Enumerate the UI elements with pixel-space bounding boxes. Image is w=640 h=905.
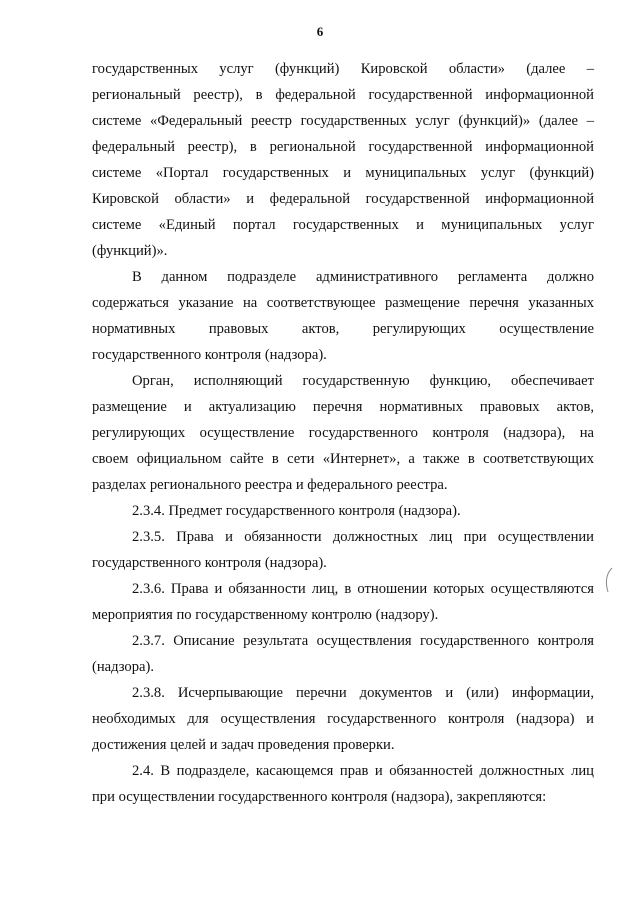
text-line: содержаться указание на соответствующее размещение перечня указанных [92, 295, 594, 311]
section-heading: 2.3.8. Исчерпывающие перечни документов и (или) информации, [132, 685, 594, 701]
text-line: государственного контроля (надзора). [92, 347, 327, 363]
text-line: системе «Единый портал государственных и муниципальных услуг [92, 217, 594, 233]
text-line: федеральный реестр), в региональной государственной информационной [92, 139, 594, 155]
text-line: необходимых для осуществления государственного контроля (надзора) и [92, 711, 594, 727]
text-line: В данном подразделе административного регламента должно [132, 269, 594, 285]
text-line: региональный реестр), в федеральной государственной информационной [92, 87, 594, 103]
text-line: (функций)». [92, 243, 168, 259]
text-line: Кировской области» и федеральной государственной информационной [92, 191, 594, 207]
text-line: своем официальном сайте в сети «Интернет», а также в соответствующих [92, 451, 594, 467]
section-heading: 2.4. В подразделе, касающемся прав и обязанностей должностных лиц [132, 763, 594, 779]
text-line: разделах регионального реестра и федерального реестра. [92, 477, 448, 493]
text-line: системе «Портал государственных и муниципальных услуг (функций) [92, 165, 594, 181]
section-heading: 2.3.5. Права и обязанности должностных лиц при осуществлении [132, 529, 594, 545]
text-line: государственного контроля (надзора). [92, 555, 327, 571]
text-line: государственных услуг (функций) Кировской области» (далее – [92, 61, 594, 77]
text-line: при осуществлении государственного контроля (надзора), закрепляются: [92, 789, 547, 805]
margin-mark [602, 566, 616, 596]
section-heading: 2.3.7. Описание результата осуществления государственного контроля [132, 633, 594, 649]
text-line: регулирующих осуществление государственного контроля (надзора), на [92, 425, 594, 441]
text-line: нормативных правовых актов, регулирующих осуществление [92, 321, 594, 337]
section-heading: 2.3.4. Предмет государственного контроля (надзора). [132, 503, 461, 519]
text-line: (надзора). [92, 659, 155, 675]
text-line: достижения целей и задач проведения проверки. [92, 737, 395, 753]
page-number: 6 [316, 24, 324, 39]
text-line: Орган, исполняющий государственную функцию, обеспечивает [132, 373, 594, 389]
section-heading: 2.3.6. Права и обязанности лиц, в отношении которых осуществляются [132, 581, 594, 597]
text-line: размещение и актуализацию перечня нормативных правовых актов, [92, 399, 594, 415]
text-line: системе «Федеральный реестр государственных услуг (функций)» (далее – [92, 113, 594, 129]
text-line: мероприятия по государственному контролю (надзору). [92, 607, 439, 623]
